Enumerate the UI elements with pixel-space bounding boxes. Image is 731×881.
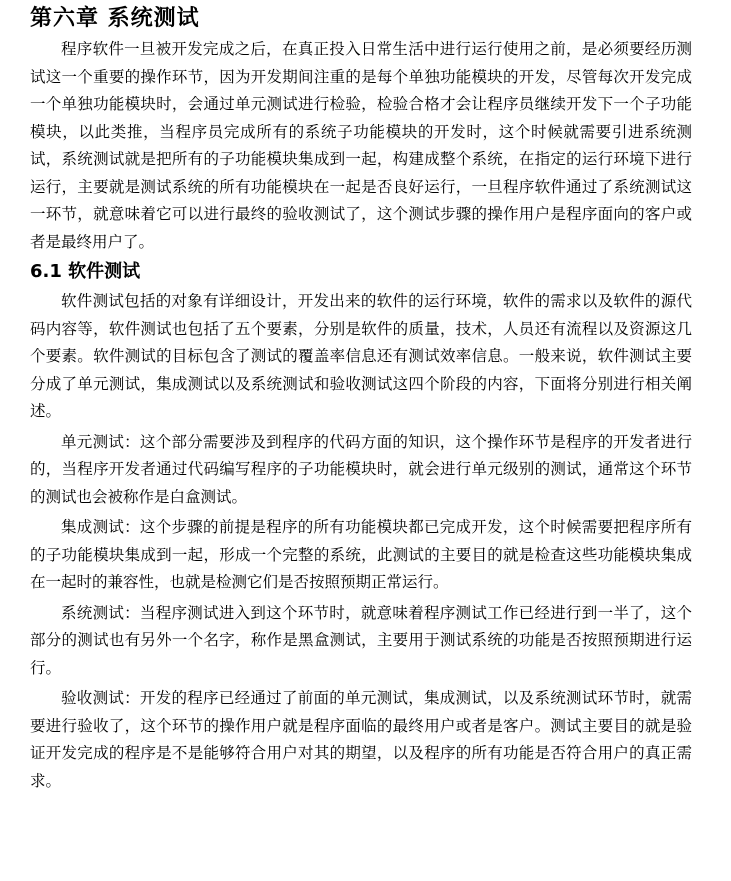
chapter-title: 第六章 系统测试	[30, 6, 200, 31]
section-title: 6.1 软件测试	[30, 261, 141, 282]
document-page	[30, 0, 692, 795]
section-paragraph-overview: 软件测试包括的对象有详细设计，开发出来的软件的运行环境，软件的需求以及软件的源代码内容等，软件测试也包括了五个要素，分别是软件的质量，技术，人员还有流程以及资源这几个要素。软件测试的目标包含了测试的覆盖率信息还有测试效率信息。一般来说，软件测试主要分成了单元测试，集成测试以及系统测试和验收测试这四个阶段的内容，下面将分别进行相关阐述。	[30, 292, 692, 420]
section-paragraph-unit-testing: 单元测试：这个部分需要涉及到程序的代码方面的知识，这个操作环节是程序的开发者进行的，当程序开发者通过代码编写程序的子功能模块时，就会进行单元级别的测试，通常这个环节的测试也会被称作是白盒测试。	[30, 432, 692, 506]
section-paragraph-system-testing: 系统测试：当程序测试进入到这个环节时，就意味着程序测试工作已经进行到一半了，这个部分的测试也有另外一个名字，称作是黑盒测试，主要用于测试系统的功能是否按照预期进行运行。	[30, 603, 692, 677]
section-paragraph-acceptance-testing: 验收测试：开发的程序已经通过了前面的单元测试，集成测试，以及系统测试环节时，就需要进行验收了，这个环节的操作用户就是程序面临的最终用户或者是客户。测试主要目的就是验证开发完成的程序是不是能够符合用户对其的期望，以及程序的所有功能是否符合用户的真正需求。	[30, 689, 692, 790]
section-paragraph-integration-testing: 集成测试：这个步骤的前提是程序的所有功能模块都已完成开发，这个时候需要把程序所有的子功能模块集成到一起，形成一个完整的系统，此测试的主要目的就是检查这些功能模块集成在一起时的兼容性，也就是检测它们是否按照预期正常运行。	[30, 518, 692, 591]
chapter-intro-paragraph: 程序软件一旦被开发完成之后，在真正投入日常生活中进行运行使用之前，是必须要经历测试这一个重要的操作环节，因为开发期间注重的是每个单独功能模块的开发，尽管每次开发完成一个单独功能模块时，会通过单元测试进行检验，检验合格才会让程序员继续开发下一个子功能模块，以此类推，当程序员完成所有的系统子功能模块的开发时，这个时候就需要引进系统测试，系统测试就是把所有的子功能模块集成到一起，构建成整个系统，在指定的运行环境下进行运行，主要就是测试系统的所有功能模块在一起是否良好运行，一旦程序软件通过了系统测试这一环节，就意味着它可以进行最终的验收测试了，这个测试步骤的操作用户是程序面向的客户或者是最终用户了。	[30, 40, 692, 251]
